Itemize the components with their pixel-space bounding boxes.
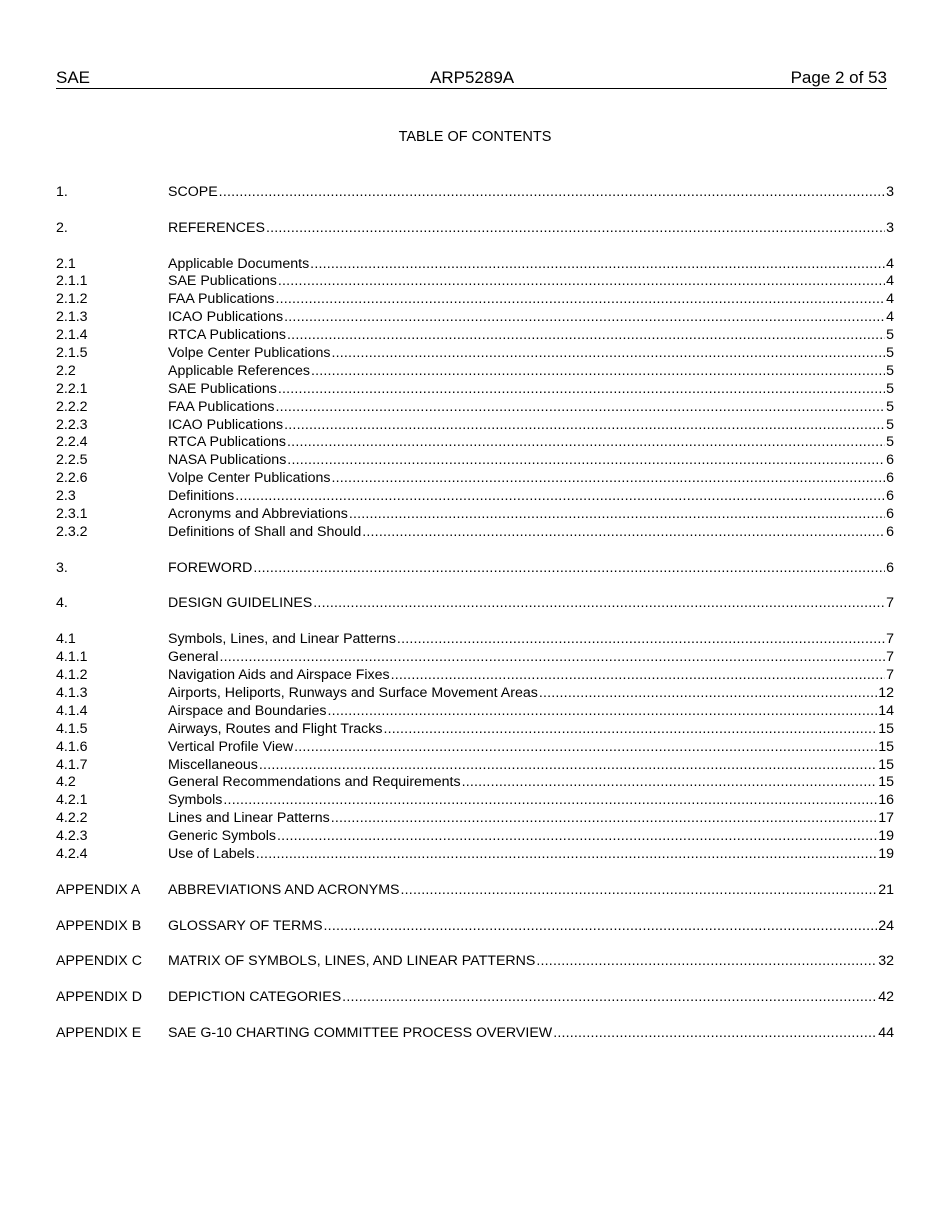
- toc-entry-page: 3: [886, 219, 894, 236]
- toc-entry[interactable]: [56, 595, 894, 613]
- toc-entry[interactable]: [56, 452, 894, 470]
- toc-entry-body: [168, 184, 894, 202]
- toc-entry-body: [168, 667, 894, 685]
- toc-entry-page: 5: [886, 434, 894, 451]
- toc-entry-page: 14: [878, 702, 894, 719]
- toc-entry-title: DEPICTION CATEGORIES: [168, 989, 342, 1006]
- toc-entry-body: [168, 918, 894, 936]
- toc-entry-body: [168, 417, 894, 435]
- toc-dot-leader: [331, 345, 885, 363]
- toc-entry[interactable]: [56, 828, 894, 846]
- toc-dot-leader: [536, 953, 877, 971]
- toc-entry[interactable]: [56, 309, 894, 327]
- toc-entry[interactable]: [56, 846, 894, 864]
- toc-entry-number: 4.1.7: [56, 756, 88, 773]
- toc-entry-body: [168, 327, 894, 345]
- toc-entry-number: 2.2.3: [56, 416, 88, 433]
- toc-entry-body: [168, 381, 894, 399]
- toc-entry-title: RTCA Publications: [168, 327, 287, 344]
- toc-entry-body: [168, 685, 894, 703]
- toc-entry-page: 4: [886, 309, 894, 326]
- toc-entry-page: 21: [878, 881, 894, 898]
- toc-entry-number: 4.1.4: [56, 702, 88, 719]
- toc-entry-body: [168, 595, 894, 613]
- table-of-contents: [56, 184, 894, 1043]
- toc-entry[interactable]: [56, 506, 894, 524]
- toc-entry[interactable]: [56, 417, 894, 435]
- page-header: [56, 68, 887, 89]
- toc-entry-number: APPENDIX C: [56, 953, 142, 970]
- toc-dot-leader: [223, 792, 877, 810]
- toc-entry-page: 44: [878, 1024, 894, 1041]
- toc-dot-leader: [287, 452, 885, 470]
- toc-entry[interactable]: [56, 488, 894, 506]
- toc-entry[interactable]: [56, 703, 894, 721]
- toc-entry-title: ICAO Publications: [168, 416, 284, 433]
- toc-entry-title: Navigation Aids and Airspace Fixes: [168, 667, 390, 684]
- toc-dot-leader: [324, 918, 878, 936]
- toc-entry-number: 2.1.3: [56, 309, 88, 326]
- toc-entry-number: 2.2.1: [56, 380, 88, 397]
- toc-entry-number: 4.1.1: [56, 649, 88, 666]
- toc-entry[interactable]: [56, 327, 894, 345]
- toc-entry-title: General Recommendations and Requirements: [168, 774, 461, 791]
- toc-entry-body: [168, 363, 894, 381]
- toc-entry-page: 5: [886, 380, 894, 397]
- toc-entry[interactable]: [56, 184, 894, 202]
- toc-entry-page: 15: [878, 774, 894, 791]
- header-doc-number: ARP5289A: [430, 68, 515, 87]
- toc-dot-leader: [391, 667, 886, 685]
- toc-dot-leader: [310, 256, 885, 274]
- toc-entry-number: 2.2.4: [56, 434, 88, 451]
- toc-dot-leader: [287, 434, 885, 452]
- toc-entry-page: 5: [886, 362, 894, 379]
- toc-entry-number: 1.: [56, 184, 68, 200]
- toc-entry-number: 2.3.1: [56, 506, 88, 523]
- toc-entry-title: FAA Publications: [168, 291, 275, 308]
- toc-entry-body: [168, 774, 894, 792]
- toc-entry-page: 7: [886, 631, 894, 648]
- toc-entry[interactable]: [56, 291, 894, 309]
- toc-entry-page: 15: [878, 738, 894, 755]
- toc-entry-number: 2.1: [56, 255, 76, 272]
- toc-entry[interactable]: [56, 989, 894, 1007]
- toc-entry-page: 19: [878, 828, 894, 845]
- toc-entry-title: Symbols, Lines, and Linear Patterns: [168, 631, 396, 648]
- toc-entry-page: 5: [886, 398, 894, 415]
- toc-entry[interactable]: [56, 560, 894, 578]
- toc-entry-number: 4.1.5: [56, 720, 88, 737]
- toc-dot-leader: [278, 273, 885, 291]
- toc-entry-number: 4.1.6: [56, 738, 88, 755]
- toc-entry-title: Symbols: [168, 792, 223, 809]
- toc-dot-leader: [331, 810, 878, 828]
- toc-entry-number: 4.2.2: [56, 810, 88, 827]
- toc-entry-title: REFERENCES: [168, 219, 265, 236]
- toc-entry[interactable]: [56, 792, 894, 810]
- toc-entry-number: 2.1.4: [56, 327, 88, 344]
- toc-entry-title: MATRIX OF SYMBOLS, LINES, AND LINEAR PATTERNS: [168, 953, 536, 970]
- toc-entry-body: [168, 470, 894, 488]
- toc-dot-leader: [219, 649, 885, 667]
- toc-entry-page: 6: [886, 559, 894, 576]
- toc-entry-body: [168, 721, 894, 739]
- toc-entry-number: 4.1.3: [56, 684, 88, 701]
- toc-dot-leader: [278, 381, 885, 399]
- toc-entry-page: 32: [878, 953, 894, 970]
- toc-entry-title: Airways, Routes and Flight Tracks: [168, 720, 383, 737]
- toc-dot-leader: [328, 703, 878, 721]
- toc-entry-body: [168, 649, 894, 667]
- toc-entry-number: 4.1: [56, 631, 76, 648]
- toc-dot-leader: [311, 363, 885, 381]
- toc-entry-number: 2.3: [56, 488, 76, 505]
- toc-entry-body: [168, 792, 894, 810]
- toc-entry-page: 3: [886, 184, 894, 200]
- toc-entry-number: 2.1.1: [56, 273, 88, 290]
- toc-entry-body: [168, 703, 894, 721]
- toc-dot-leader: [275, 291, 885, 309]
- toc-entry-number: 2.2: [56, 362, 76, 379]
- toc-entry-page: 19: [878, 845, 894, 862]
- toc-entry-number: 4.2.1: [56, 792, 88, 809]
- toc-entry-title: Applicable Documents: [168, 255, 310, 272]
- toc-entry-number: 2.2.6: [56, 470, 88, 487]
- toc-entry-title: Airports, Heliports, Runways and Surface Movement Areas: [168, 684, 538, 701]
- toc-dot-leader: [383, 721, 877, 739]
- toc-entry-title: SCOPE: [168, 184, 218, 200]
- toc-entry-number: 4.2: [56, 774, 76, 791]
- toc-entry-body: [168, 631, 894, 649]
- toc-entry-title: Definitions: [168, 488, 235, 505]
- toc-entry-title: Volpe Center Publications: [168, 345, 331, 362]
- toc-entry-number: 4.: [56, 595, 68, 612]
- toc-entry-number: 2.1.5: [56, 345, 88, 362]
- toc-entry-number: 3.: [56, 559, 68, 576]
- toc-entry[interactable]: [56, 882, 894, 900]
- toc-entry-title: GLOSSARY OF TERMS: [168, 917, 323, 934]
- toc-entry-number: 2.3.2: [56, 523, 88, 540]
- toc-entry[interactable]: [56, 363, 894, 381]
- toc-entry-body: [168, 524, 894, 542]
- toc-entry-number: 2.2.2: [56, 398, 88, 415]
- toc-entry-body: [168, 291, 894, 309]
- toc-dot-leader: [235, 488, 885, 506]
- toc-entry-body: [168, 810, 894, 828]
- toc-entry-page: 5: [886, 416, 894, 433]
- toc-dot-leader: [401, 882, 878, 900]
- toc-entry-title: ABBREVIATIONS AND ACRONYMS: [168, 881, 400, 898]
- toc-entry-title: Applicable References: [168, 362, 310, 379]
- toc-title: TABLE OF CONTENTS: [398, 129, 552, 145]
- toc-entry[interactable]: [56, 757, 894, 775]
- toc-entry-page: 15: [878, 720, 894, 737]
- toc-entry-page: 4: [886, 291, 894, 308]
- toc-dot-leader: [284, 417, 885, 435]
- toc-entry-body: [168, 846, 894, 864]
- toc-entry-page: 7: [886, 649, 894, 666]
- toc-entry[interactable]: [56, 953, 894, 971]
- toc-entry-body: [168, 256, 894, 274]
- toc-entry-page: 6: [886, 470, 894, 487]
- toc-entry-number: APPENDIX B: [56, 917, 142, 934]
- toc-dot-leader: [349, 506, 885, 524]
- header-org: SAE: [56, 68, 91, 87]
- toc-entry[interactable]: [56, 721, 894, 739]
- toc-entry-body: [168, 434, 894, 452]
- toc-entry-page: 42: [878, 989, 894, 1006]
- toc-entry-title: FAA Publications: [168, 398, 275, 415]
- toc-entry-body: [168, 757, 894, 775]
- toc-entry-body: [168, 452, 894, 470]
- toc-entry-title: Miscellaneous: [168, 756, 258, 773]
- toc-entry-title: SAE Publications: [168, 273, 277, 290]
- toc-entry[interactable]: [56, 524, 894, 542]
- toc-entry-title: SAE G-10 CHARTING COMMITTEE PROCESS OVERVIEW: [168, 1024, 553, 1041]
- toc-entry-title: Lines and Linear Patterns: [168, 810, 330, 827]
- toc-dot-leader: [462, 774, 878, 792]
- toc-entry[interactable]: [56, 649, 894, 667]
- toc-entry-body: [168, 953, 894, 971]
- toc-entry-body: [168, 882, 894, 900]
- toc-entry-page: 6: [886, 488, 894, 505]
- toc-entry-title: Vertical Profile View: [168, 738, 294, 755]
- toc-entry-number: 4.2.4: [56, 845, 88, 862]
- toc-entry-title: Definitions of Shall and Should: [168, 523, 362, 540]
- toc-entry[interactable]: [56, 470, 894, 488]
- toc-entry-page: 6: [886, 523, 894, 540]
- toc-entry-page: 24: [878, 917, 894, 934]
- toc-entry-number: APPENDIX E: [56, 1024, 142, 1041]
- toc-entry-page: 7: [886, 595, 894, 612]
- toc-entry-title: ICAO Publications: [168, 309, 284, 326]
- toc-dot-leader: [294, 739, 877, 757]
- toc-entry-body: [168, 739, 894, 757]
- toc-entry-body: [168, 220, 894, 238]
- toc-entry-body: [168, 560, 894, 578]
- toc-entry[interactable]: [56, 381, 894, 399]
- toc-entry[interactable]: [56, 739, 894, 757]
- toc-entry-page: 6: [886, 452, 894, 469]
- toc-dot-leader: [284, 309, 885, 327]
- toc-entry-number: 2.1.2: [56, 291, 88, 308]
- toc-dot-leader: [553, 1025, 877, 1043]
- toc-entry-title: RTCA Publications: [168, 434, 287, 451]
- toc-entry[interactable]: [56, 434, 894, 452]
- toc-entry-page: 5: [886, 345, 894, 362]
- toc-entry-title: Generic Symbols: [168, 828, 277, 845]
- toc-dot-leader: [313, 595, 885, 613]
- toc-entry-page: 7: [886, 667, 894, 684]
- toc-entry[interactable]: [56, 918, 894, 936]
- toc-entry-body: [168, 399, 894, 417]
- toc-entry[interactable]: [56, 631, 894, 649]
- toc-dot-leader: [342, 989, 877, 1007]
- toc-entry-title: SAE Publications: [168, 380, 277, 397]
- header-page-number: Page 2 of 53: [790, 68, 887, 87]
- toc-entry-title: FOREWORD: [168, 559, 253, 576]
- toc-entry-page: 5: [886, 327, 894, 344]
- toc-entry-number: 4.2.3: [56, 828, 88, 845]
- toc-entry-title: Acronyms and Abbreviations: [168, 506, 348, 523]
- toc-entry-number: 2.: [56, 219, 68, 236]
- toc-entry-body: [168, 345, 894, 363]
- toc-entry-body: [168, 1025, 894, 1043]
- toc-entry-title: DESIGN GUIDELINES: [168, 595, 313, 612]
- toc-entry-page: 17: [878, 810, 894, 827]
- toc-entry-body: [168, 989, 894, 1007]
- toc-dot-leader: [256, 846, 877, 864]
- toc-entry[interactable]: [56, 256, 894, 274]
- toc-dot-leader: [259, 757, 877, 775]
- toc-entry-page: 6: [886, 506, 894, 523]
- toc-entry[interactable]: [56, 220, 894, 238]
- toc-dot-leader: [539, 685, 877, 703]
- toc-entry-title: NASA Publications: [168, 452, 287, 469]
- toc-entry-title: Use of Labels: [168, 845, 255, 862]
- toc-entry-body: [168, 488, 894, 506]
- toc-entry-page: 12: [878, 684, 894, 701]
- toc-entry-number: APPENDIX D: [56, 989, 142, 1006]
- toc-entry[interactable]: [56, 810, 894, 828]
- toc-entry-page: 4: [886, 255, 894, 272]
- toc-dot-leader: [331, 470, 885, 488]
- toc-dot-leader: [266, 220, 885, 238]
- toc-entry-page: 15: [878, 756, 894, 773]
- toc-entry-body: [168, 828, 894, 846]
- toc-entry[interactable]: [56, 1025, 894, 1043]
- toc-entry-number: APPENDIX A: [56, 881, 141, 898]
- toc-entry-body: [168, 506, 894, 524]
- toc-entry-title: General: [168, 649, 219, 666]
- toc-dot-leader: [277, 828, 877, 846]
- toc-entry-title: Volpe Center Publications: [168, 470, 331, 487]
- toc-entry-body: [168, 273, 894, 291]
- toc-dot-leader: [253, 560, 885, 578]
- toc-entry-page: 16: [878, 792, 894, 809]
- toc-entry[interactable]: [56, 273, 894, 291]
- toc-entry-number: 2.2.5: [56, 452, 88, 469]
- toc-entry-body: [168, 309, 894, 327]
- toc-dot-leader: [397, 631, 885, 649]
- toc-entry-title: Airspace and Boundaries: [168, 702, 327, 719]
- toc-entry[interactable]: [56, 399, 894, 417]
- toc-entry[interactable]: [56, 685, 894, 703]
- toc-entry-number: 4.1.2: [56, 667, 88, 684]
- toc-entry-page: 4: [886, 273, 894, 290]
- toc-dot-leader: [219, 184, 885, 202]
- toc-dot-leader: [287, 327, 885, 345]
- toc-entry[interactable]: [56, 345, 894, 363]
- toc-dot-leader: [362, 524, 885, 542]
- toc-entry[interactable]: [56, 774, 894, 792]
- toc-dot-leader: [275, 399, 885, 417]
- toc-entry[interactable]: [56, 667, 894, 685]
